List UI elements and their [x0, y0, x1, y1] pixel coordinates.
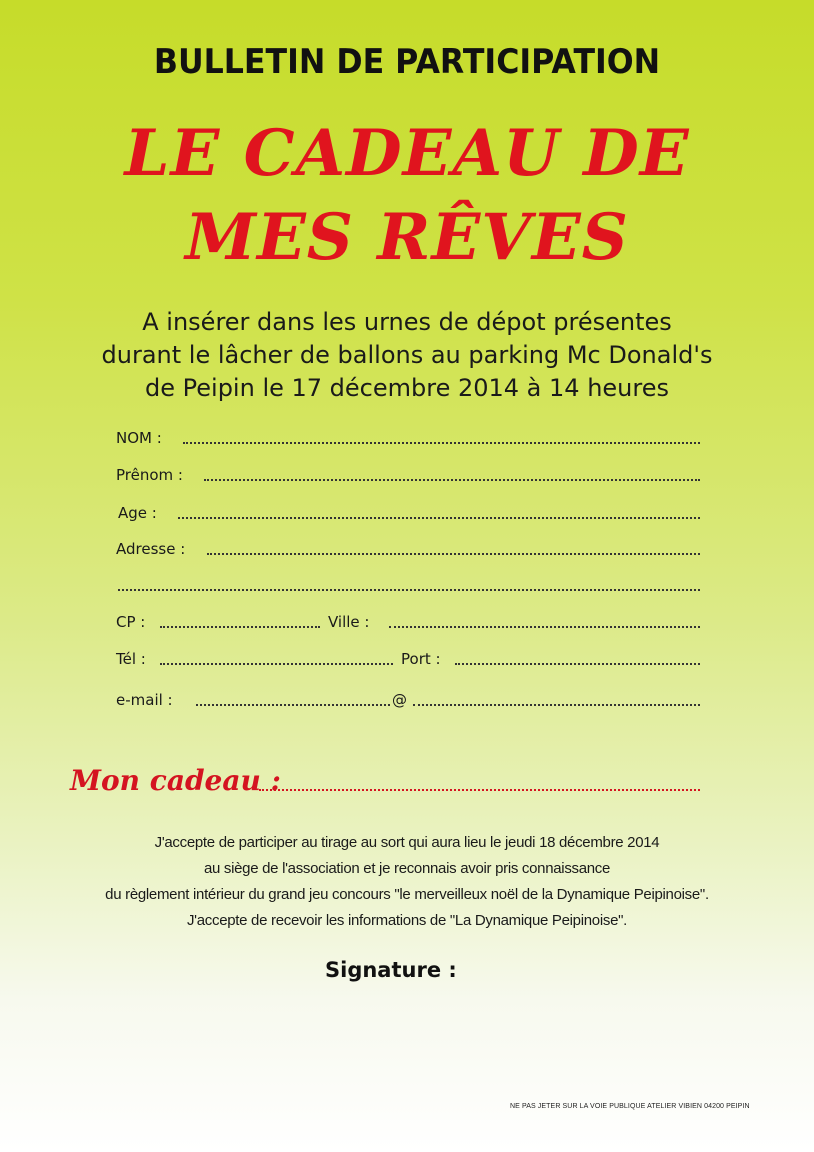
- email-at-sign: @: [392, 691, 407, 709]
- adresse-field[interactable]: [207, 553, 700, 555]
- title-line-1: LE CADEAU DE: [124, 116, 690, 191]
- gift-label: Mon cadeau :: [70, 764, 281, 797]
- tel-label: Tél :: [116, 650, 146, 668]
- ville-field[interactable]: [389, 626, 700, 628]
- email-label: e-mail :: [116, 691, 173, 709]
- prenom-label: Prênom :: [116, 466, 183, 484]
- intro-line-1: A insérer dans les urnes de dépot présentes: [142, 308, 672, 336]
- intro-line-3: de Peipin le 17 décembre 2014 à 14 heures: [145, 374, 669, 402]
- age-field[interactable]: [178, 517, 700, 519]
- nom-field[interactable]: [183, 442, 700, 444]
- port-field[interactable]: [455, 663, 700, 665]
- terms-line-1: J'accepte de participer au tirage au sort qui aura lieu le jeudi 18 décembre 2014: [154, 834, 660, 851]
- nom-label: NOM :: [116, 429, 162, 447]
- terms-line-3: du règlement intérieur du grand jeu concours "le merveilleux noël de la Dynamique Peipinoise".: [105, 886, 709, 903]
- footer-note: NE PAS JETER SUR LA VOIE PUBLIQUE ATELIER VIBIEN 04200 PEIPIN: [510, 1103, 750, 1110]
- gift-field[interactable]: [259, 789, 700, 791]
- terms-line-4: J'accepte de recevoir les informations de "La Dynamique Peipinoise".: [186, 912, 628, 929]
- port-label: Port :: [401, 650, 441, 668]
- age-label: Age :: [118, 504, 157, 522]
- cp-label: CP :: [116, 613, 146, 631]
- ville-label: Ville :: [328, 613, 370, 631]
- email-domain-field[interactable]: [413, 704, 700, 706]
- intro-line-2: durant le lâcher de ballons au parking Mc Donald's: [101, 341, 713, 369]
- adresse-label: Adresse :: [116, 540, 186, 558]
- signature-area[interactable]: [450, 950, 750, 1010]
- tel-field[interactable]: [160, 663, 393, 665]
- prenom-field[interactable]: [204, 479, 700, 481]
- form-header: BULLETIN DE PARTICIPATION: [153, 42, 661, 82]
- adresse-field-line-2[interactable]: [118, 589, 700, 591]
- signature-label: Signature :: [325, 958, 457, 982]
- cp-field[interactable]: [160, 626, 320, 628]
- email-user-field[interactable]: [196, 704, 390, 706]
- title-line-2: MES RÊVES: [185, 200, 629, 275]
- terms-line-2: au siège de l'association et je reconnais avoir pris connaissance: [203, 860, 611, 877]
